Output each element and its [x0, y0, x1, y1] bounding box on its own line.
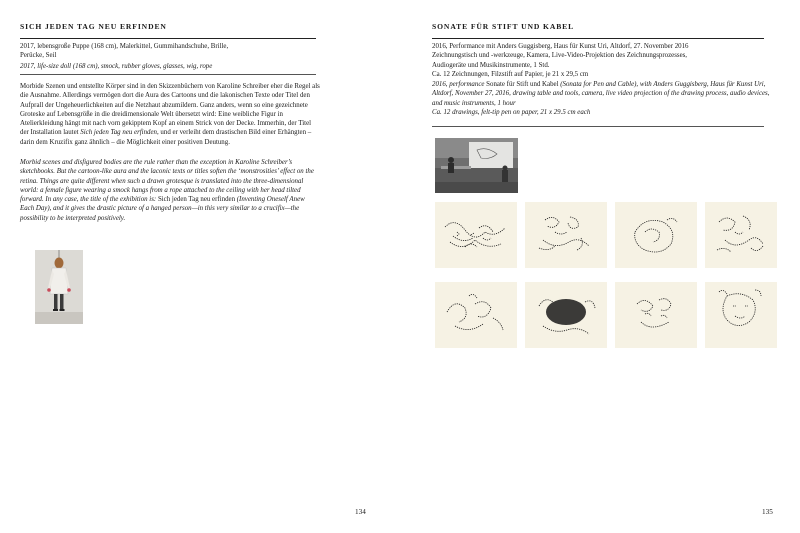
drawing-7 [615, 282, 697, 348]
drawing-6 [525, 282, 607, 348]
right-page-number: 135 [762, 508, 773, 516]
left-meta-de [20, 42, 320, 61]
left-body-en-title: Sich jeden Tag neu erfinden [157, 196, 236, 204]
left-meta-de-line2: Perücke, Seil [20, 52, 57, 60]
right-meta-en-line-last: Ca. 12 drawings, felt-tip pen on paper, 21 x 29.5 cm each [432, 108, 591, 116]
drawing-8 [705, 282, 777, 348]
drawing-4 [705, 202, 777, 268]
left-body-de-title: Sich jeden Tag neu erfinden [80, 129, 157, 137]
right-meta-de-line3: Audiogeräte und Musikinstrumente, 1 Std. [432, 61, 550, 69]
drawing-3 [615, 202, 697, 268]
left-title-rule [20, 38, 316, 39]
right-title: SONATE FÜR STIFT UND KABEL [432, 22, 575, 31]
right-meta-en-title: Sonate für Stift und Kabel [486, 81, 559, 88]
right-meta-de-line4: Ca. 12 Zeichnungen, Filzstift auf Papier, je 21 x 29,5 cm [432, 70, 589, 78]
left-body-de-part2: , und er verleiht dem drastischen Bild einer Erhängten – darin dem Kruzifix ganz ähnlich – die Möglichkeit einer positiven Deutung. [20, 129, 312, 146]
left-body-en [20, 158, 320, 223]
right-title-rule [432, 38, 764, 39]
drawing-5 [435, 282, 517, 348]
right-meta-de-line1: 2016, Performance mit Anders Guggisberg, Haus für Kunst Uri, Altdorf, 27. November 2016 [432, 43, 689, 50]
drawing-1 [435, 202, 517, 268]
right-page [400, 0, 800, 533]
performance-photo [435, 138, 518, 193]
left-body-en-part2: (Inventing Oneself Anew Each Day), and it gives the drastic picture of a hanged person—in this very similar to a crucifix—the possibility to be interpreted positively. [20, 196, 305, 222]
left-meta-en: 2017, life-size doll (168 cm), smock, rubber gloves, glasses, wig, rope [20, 63, 213, 70]
drawing-2 [525, 202, 607, 268]
hanging-doll-photo [35, 250, 83, 324]
right-meta-de-line2: Zeichnungstisch und -werkzeuge, Kamera, Live-Video-Projektion des Zeichnungsprozesses, [432, 52, 688, 60]
right-meta-en-part1: 2016, performance [432, 81, 485, 88]
left-meta-rule [20, 74, 316, 75]
right-meta-en-part2: (Sonata for Pen and Cable), with Anders Guggisberg, Haus für Kunst Uri, Altdorf, November 27, 2016, drawing table and tools, camera, live video projection of the drawing process, audio devices, and music instruments, 1 hour [432, 81, 770, 107]
left-page-number: 134 [355, 508, 366, 516]
left-title: SICH JEDEN TAG NEU ERFINDEN [20, 22, 167, 31]
left-body-de-part1: Morbide Szenen und entstellte Körper sind in den Skizzenbüchern von Karoline Schreiber eher die Regel als die Ausnahme. Allerdings vermögen dort die Aura des Cartoons und die lakonischen Texte oder Titel den Aufprall der Ungeheuerlichkeiten auf die Netzhaut abzumildern. Ganz anders, wenn so eine gezeichnete Groteske auf Lebensgröße in die dreidimensionale Welt übersetzt wird: Eine weibliche Figur in Atelierkleidung hängt mit nach vorn gekipptem Kopf an einem Strick von der Decke. Immerhin, der Titel der Installation lautet [20, 83, 320, 137]
left-meta-de-line1: 2017, lebensgroße Puppe (168 cm), Malerkittel, Gummihandschuhe, Brille, [20, 43, 229, 50]
right-meta-en [432, 80, 772, 117]
left-body-en-part1: Morbid scenes and disfigured bodies are the rule rather than the exception in Karoline Schreiber’s sketchbooks. But the cartoon-like aura and the laconic texts or titles soften the ‘monstrosities’ effect on the retina. Things are quite different when such a drawn grotesque is translated into the three-dimensional world: a female figure wearing a smock hangs from a rope attached to the ceiling with her head tilted forward. In any case, the title of the exhibition is: [20, 159, 314, 204]
right-meta-rule [432, 126, 764, 127]
right-meta-de [432, 42, 772, 79]
left-body-de [20, 82, 320, 147]
